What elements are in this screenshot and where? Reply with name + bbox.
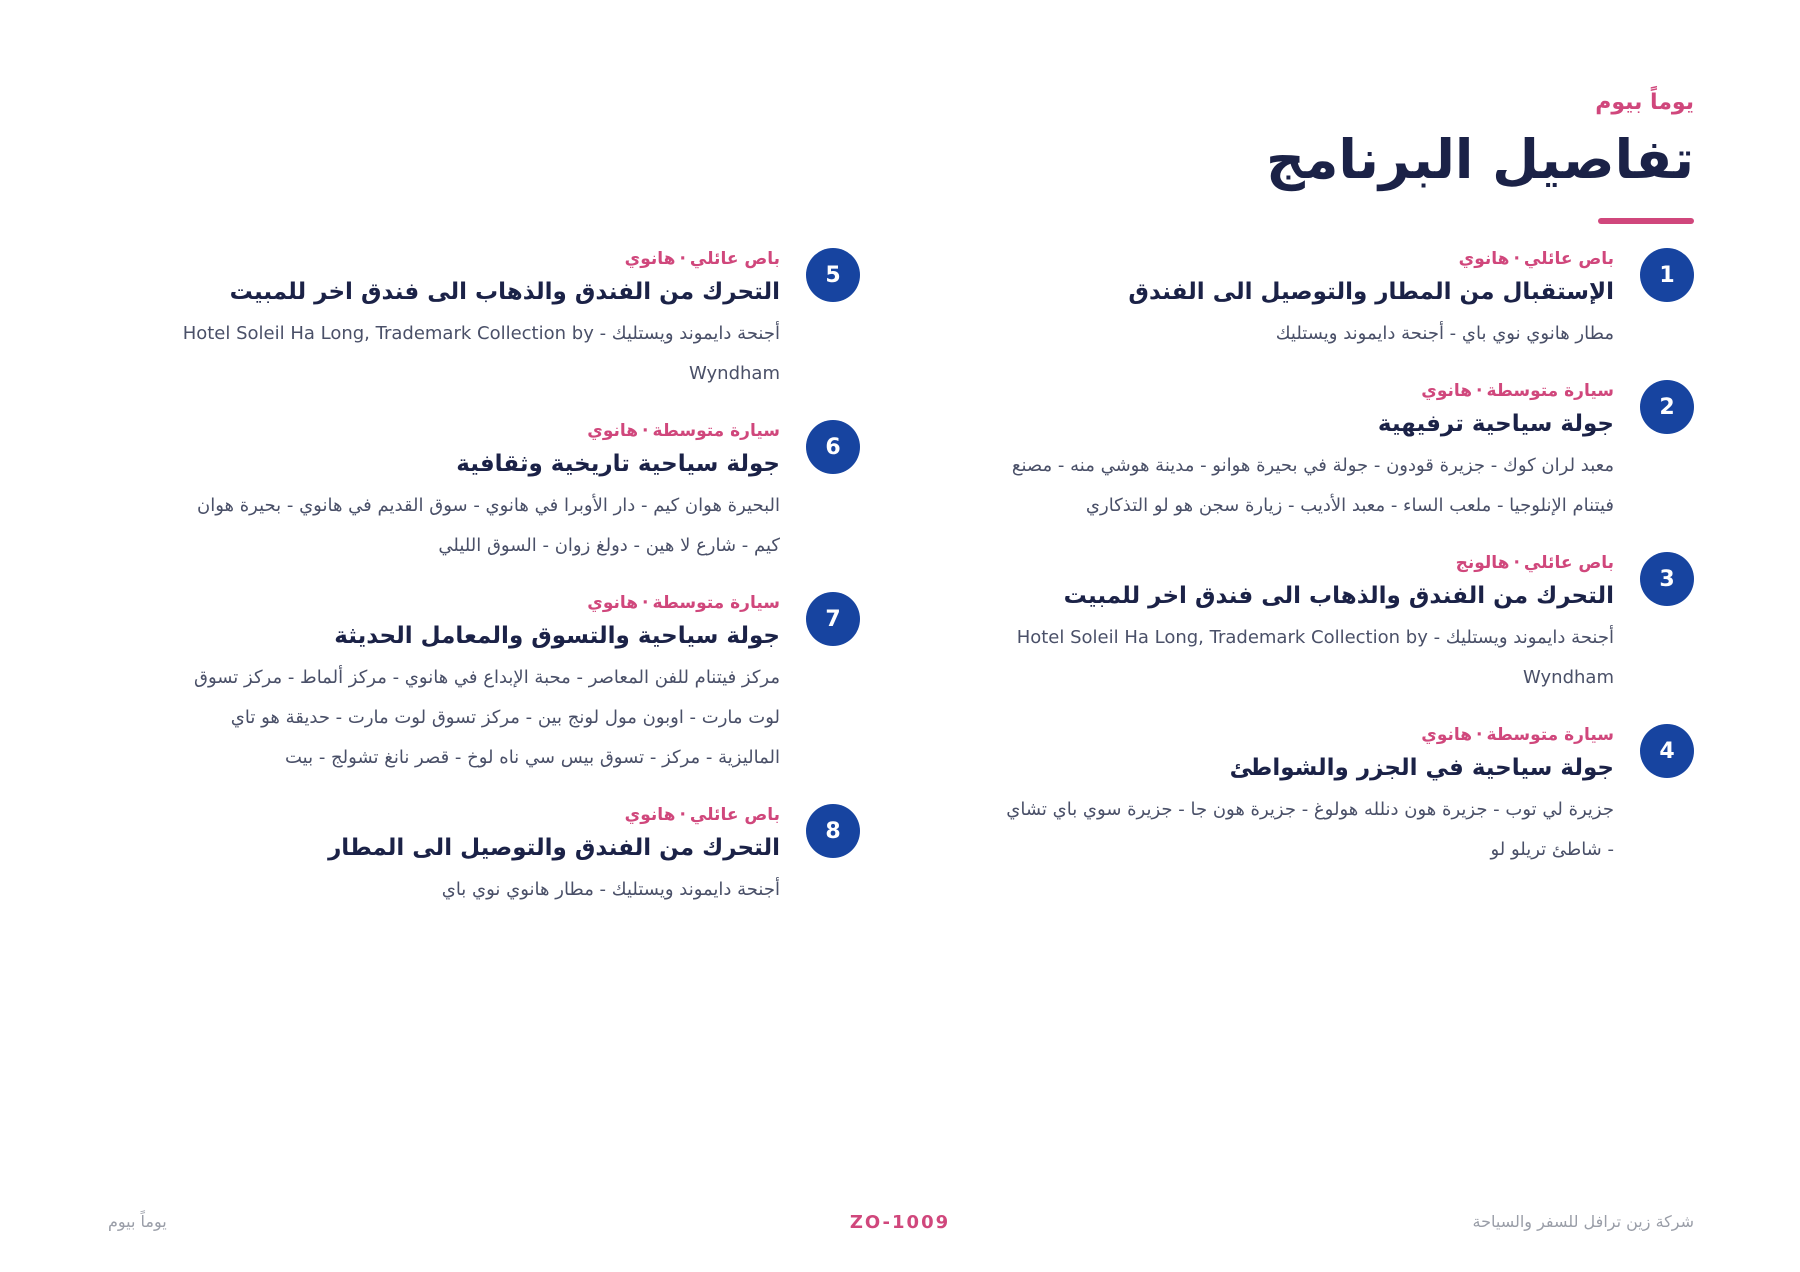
city-label: هانوي: [587, 421, 639, 441]
city-label: هانوي: [1421, 381, 1473, 401]
day-title: التحرك من الفندق والذهاب الى فندق اخر للمبيت: [1063, 583, 1614, 609]
day-title: جولة سياحية والتسوق والمعامل الحديثة: [334, 623, 780, 649]
day-item-2: [1004, 378, 1694, 526]
dot-separator: ·: [1513, 249, 1520, 269]
day-meta: [170, 246, 780, 272]
dot-separator: ·: [1476, 725, 1483, 745]
day-meta: [1004, 550, 1614, 576]
day-description: أجنحة دايموند ويستليك - Hotel Soleil Ha Long, Trademark Collection by Wyndham: [1016, 627, 1614, 688]
day-title: جولة سياحية تاريخية وثقافية: [456, 451, 780, 477]
day-title: التحرك من الفندق والذهاب الى فندق اخر للمبيت: [229, 279, 780, 305]
day-title: التحرك من الفندق والتوصيل الى المطار: [328, 835, 780, 861]
day-item-3: [1004, 550, 1694, 698]
dot-separator: ·: [642, 421, 649, 441]
day-item-4: [1004, 722, 1694, 870]
day-number-badge: 5: [806, 248, 860, 302]
day-number-badge: 8: [806, 804, 860, 858]
city-label: هالونج: [1455, 553, 1510, 573]
transport-label: باص عائلي: [689, 249, 780, 269]
transport-label: سيارة متوسطة: [1486, 381, 1614, 401]
day-number-badge: 6: [806, 420, 860, 474]
title-underline: [1598, 218, 1694, 224]
city-label: هانوي: [587, 593, 639, 613]
page-title: تفاصيل البرنامج: [1266, 128, 1694, 191]
day-item-5: [170, 246, 860, 394]
day-item-8: [170, 802, 860, 910]
city-label: هانوي: [1458, 249, 1510, 269]
itinerary-column-left: [170, 246, 860, 934]
day-item-7: [170, 590, 860, 778]
day-title: الإستقبال من المطار والتوصيل الى الفندق: [1128, 279, 1614, 305]
day-number-badge: 3: [1640, 552, 1694, 606]
day-number-badge: 2: [1640, 380, 1694, 434]
section-eyebrow: يوماً بيوم: [1595, 90, 1694, 115]
footer-program-code: ZO-1009: [849, 1212, 951, 1233]
day-meta: [170, 418, 780, 444]
day-number-badge: 4: [1640, 724, 1694, 778]
transport-label: سيارة متوسطة: [652, 421, 780, 441]
day-item-6: [170, 418, 860, 566]
dot-separator: ·: [642, 593, 649, 613]
day-meta: [170, 590, 780, 616]
day-description: جزيرة لي توب - جزيرة هون دنلله هولوغ - جزيرة هون جا - جزيرة سوي باي تشاي - شاطئ تريلو لو: [1006, 799, 1614, 860]
footer-company-name: شركة زين ترافل للسفر والسياحة: [1472, 1212, 1694, 1231]
day-meta: [1004, 722, 1614, 748]
transport-label: سيارة متوسطة: [652, 593, 780, 613]
day-description: أجنحة دايموند ويستليك - مطار هانوي نوي باي: [441, 879, 780, 900]
day-description: مركز فيتنام للفن المعاصر - محبة الإبداع في هانوي - مركز ألماط - مركز تسوق لوت مارت - اوبون مول لونج بين - مركز تسوق لوت مارت - حديقة هو تاي الماليزية - مركز - تسوق بيس سي ناه لوخ - قصر نانغ تشولج - بيت: [193, 667, 780, 768]
day-number-badge: 1: [1640, 248, 1694, 302]
transport-label: باص عائلي: [1523, 553, 1614, 573]
day-description: مطار هانوي نوي باي - أجنحة دايموند ويستليك: [1275, 323, 1614, 344]
transport-label: سيارة متوسطة: [1486, 725, 1614, 745]
dot-separator: ·: [679, 249, 686, 269]
city-label: هانوي: [624, 805, 676, 825]
day-description: البحيرة هوان كيم - دار الأوبرا في هانوي - سوق القديم في هانوي - بحيرة هوان كيم - شارع لا هين - دولغ زوان - السوق الليلي: [196, 495, 780, 556]
transport-label: باص عائلي: [689, 805, 780, 825]
day-number-badge: 7: [806, 592, 860, 646]
dot-separator: ·: [1476, 381, 1483, 401]
day-description: أجنحة دايموند ويستليك - Hotel Soleil Ha Long, Trademark Collection by Wyndham: [182, 323, 780, 384]
day-meta: [1004, 378, 1614, 404]
day-meta: [1004, 246, 1614, 272]
dot-separator: ·: [679, 805, 686, 825]
city-label: هانوي: [624, 249, 676, 269]
day-meta: [170, 802, 780, 828]
city-label: هانوي: [1421, 725, 1473, 745]
dot-separator: ·: [1513, 553, 1520, 573]
day-title: جولة سياحية في الجزر والشواطئ: [1229, 755, 1614, 781]
day-description: معبد لران كوك - جزيرة قودون - جولة في بحيرة هوانو - مدينة هوشي منه - مصنع فيتنام الإنلوجيا - ملعب الساء - معبد الأديب - زيارة سجن هو لو التذكاري: [1011, 455, 1614, 516]
day-item-1: [1004, 246, 1694, 354]
footer-section-label: يوماً بيوم: [108, 1212, 167, 1231]
day-title: جولة سياحية ترفيهية: [1377, 411, 1614, 437]
itinerary-column-right: [1004, 246, 1694, 894]
transport-label: باص عائلي: [1523, 249, 1614, 269]
